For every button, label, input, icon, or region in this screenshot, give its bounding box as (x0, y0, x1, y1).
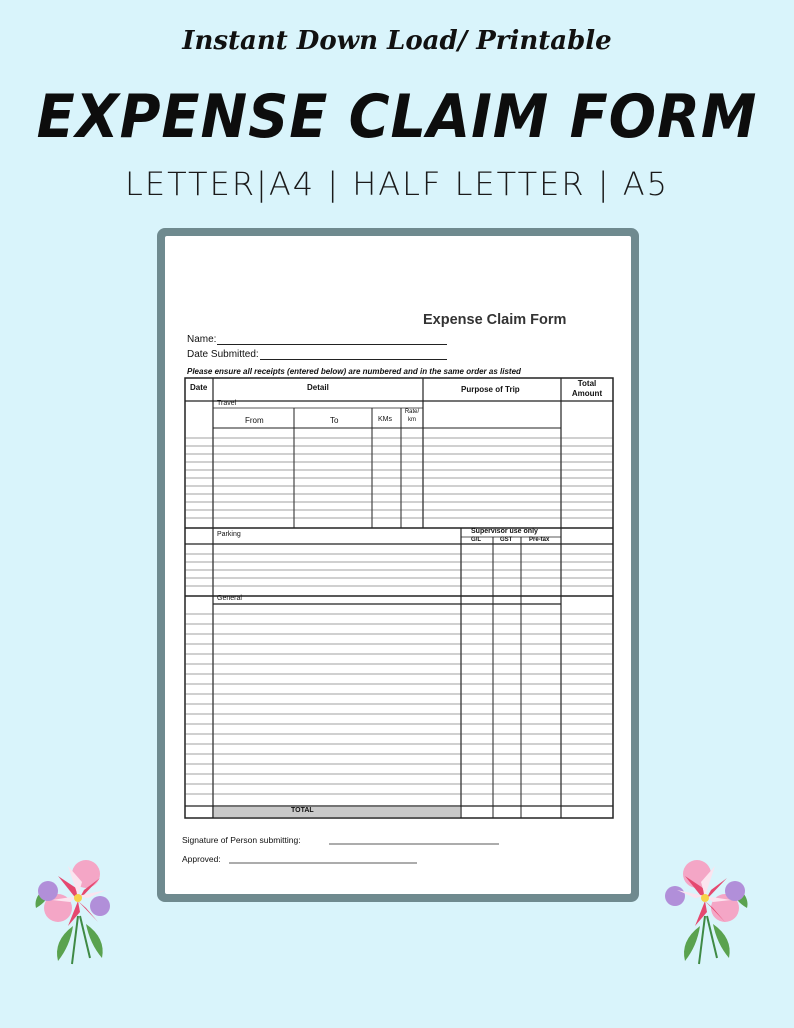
parking-label: Parking (217, 531, 241, 538)
receipt-notice: Please ensure all receipts (entered below) are numbered and in the same order as listed (187, 367, 521, 376)
supervisor-label: Supervisor use only (471, 528, 538, 535)
date-submitted-label: Date Submitted: (187, 349, 259, 360)
supervisor-pretax-header: Pre-tax (529, 537, 550, 543)
signature-label: Signature of Person submitting: (182, 835, 301, 845)
purpose-column-header: Purpose of Trip (461, 385, 520, 394)
form-preview-frame (157, 228, 639, 902)
lily-flower-right-icon (655, 846, 755, 966)
name-label: Name: (187, 334, 217, 345)
travel-to-header: To (330, 416, 339, 425)
form-title: Expense Claim Form (423, 312, 567, 328)
lily-flower-left-icon (28, 846, 128, 966)
travel-from-header: From (245, 416, 264, 425)
form-paper (165, 236, 631, 894)
tagline: Instant Down Load/ Printable (182, 26, 612, 56)
total-amount-header: Total Amount (571, 379, 603, 398)
paper-sizes: LETTER|A4 | HALF LETTER | A5 (125, 165, 669, 203)
headline: EXPENSE CLAIM FORM (36, 82, 758, 152)
supervisor-gl-header: G/L (471, 537, 481, 543)
general-label: General (217, 595, 242, 602)
travel-label: Travel (217, 400, 237, 407)
approved-label: Approved: (182, 854, 221, 864)
detail-column-header: Detail (307, 383, 329, 392)
form-grid (165, 236, 631, 894)
travel-kms-header: KMs (378, 416, 392, 423)
date-column-header: Date (190, 383, 208, 392)
supervisor-gst-header: GST (500, 537, 513, 543)
travel-rate-header: Rate/ km (404, 409, 420, 423)
total-label: TOTAL (291, 807, 314, 814)
